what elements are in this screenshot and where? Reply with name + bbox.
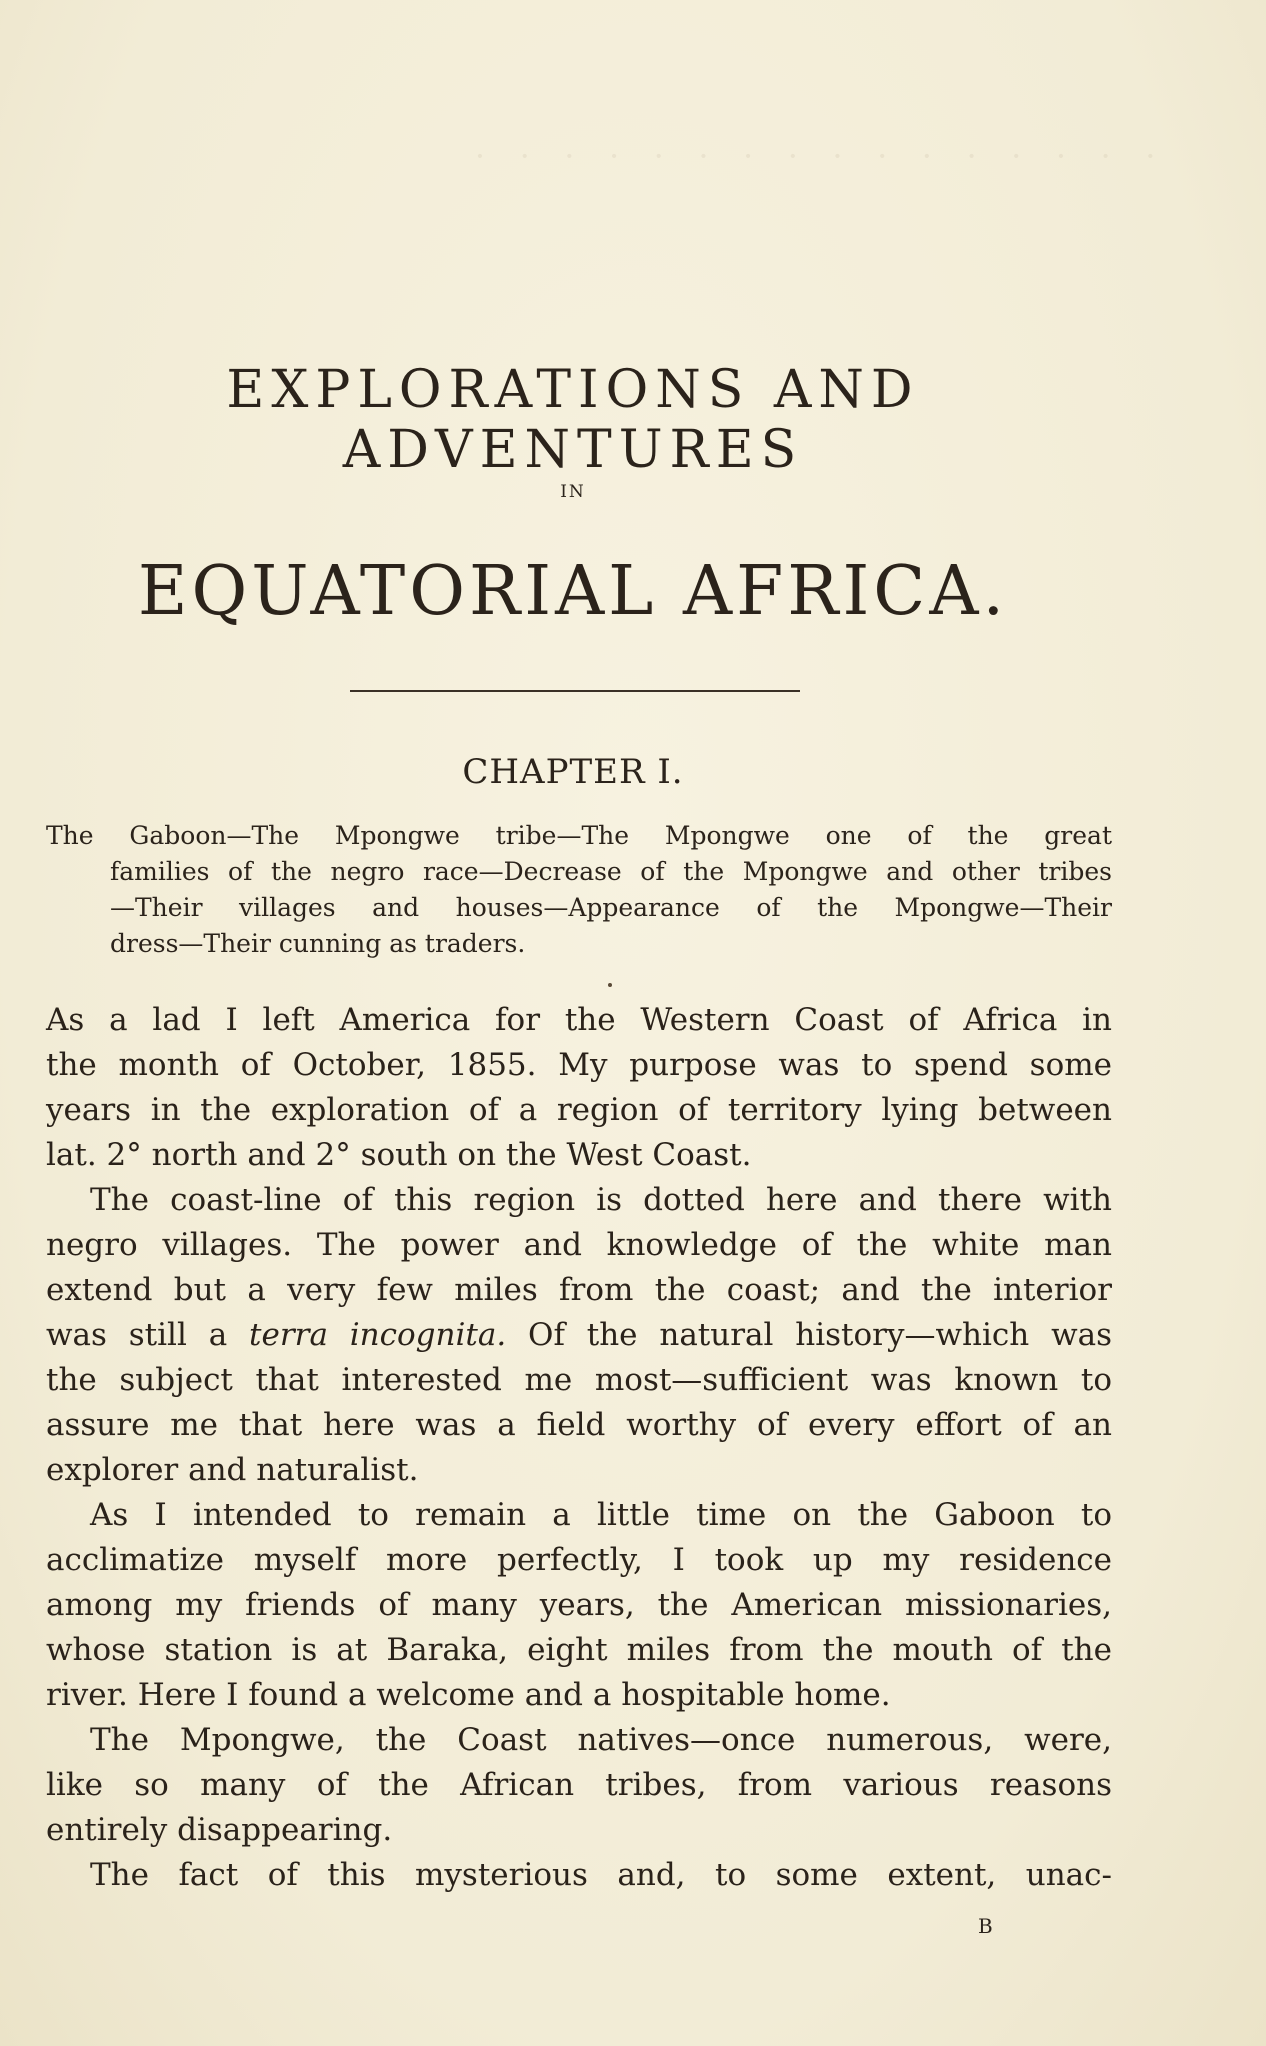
body-line: The fact of this mysterious and, to some extent, unac- [90, 1857, 1112, 1893]
body-line: the subject that interested me most—sufficient was known to [46, 1362, 1112, 1398]
main-title: EXPLORATIONS AND ADVENTURES [226, 360, 920, 480]
sub-title: EQUATORIAL AFRICA. [137, 552, 1009, 631]
body-line: The coast-line of this region is dotted here and there with [90, 1182, 1112, 1218]
body-line: explorer and naturalist. [46, 1452, 419, 1488]
body-line: entirely disappearing. [46, 1812, 393, 1848]
body-line-mixed [46, 1313, 1112, 1358]
body-line: The Mpongwe, the Coast natives—once numerous, were, [90, 1722, 1112, 1758]
ink-dot [608, 983, 612, 987]
signature-mark: B [978, 1914, 994, 1938]
synopsis-line: The Gaboon—The Mpongwe tribe—The Mpongwe one of the great [46, 821, 1112, 850]
body-line: acclimatize myself more perfectly, I took up my residence [46, 1542, 1112, 1578]
show-through-text: · · · · · · · · · · · · · · · · [473, 137, 1156, 175]
body-fragment: was still a [46, 1317, 250, 1353]
body-line: among my friends of many years, the American missionaries, [46, 1587, 1112, 1623]
body-italic-phrase: terra incognita. [249, 1317, 507, 1353]
body-line: assure me that here was a field worthy of every effort of an [46, 1407, 1112, 1443]
body-line: As a lad I left America for the Western Coast of Africa in [46, 1002, 1112, 1038]
body-line: like so many of the African tribes, from various reasons [46, 1767, 1112, 1803]
body-line: extend but a very few miles from the coast; and the interior [46, 1272, 1112, 1308]
body-line: years in the exploration of a region of territory lying between [46, 1092, 1112, 1128]
chapter-synopsis [46, 818, 1112, 962]
body-line: the month of October, 1855. My purpose was to spend some [46, 1047, 1112, 1083]
body-line: whose station is at Baraka, eight miles from the mouth of the [46, 1632, 1112, 1668]
synopsis-line: families of the negro race—Decrease of the Mpongwe and other tribes [110, 857, 1112, 886]
body-line: river. Here I found a welcome and a hospitable home. [46, 1677, 891, 1713]
synopsis-line: —Their villages and houses—Appearance of the Mpongwe—Their [110, 893, 1112, 922]
synopsis-line: dress—Their cunning as traders. [110, 929, 526, 958]
body-fragment: Of the natural history—which was [506, 1317, 1113, 1353]
title-divider [350, 690, 800, 692]
title-conjunction: IN [560, 482, 586, 502]
body-line: As I intended to remain a little time on the Gaboon to [90, 1497, 1112, 1533]
body-line: lat. 2° north and 2° south on the West Coast. [46, 1137, 752, 1173]
body-line: negro villages. The power and knowledge of the white man [46, 1227, 1112, 1263]
chapter-heading: CHAPTER I. [462, 752, 684, 792]
body-text [46, 998, 1112, 1898]
